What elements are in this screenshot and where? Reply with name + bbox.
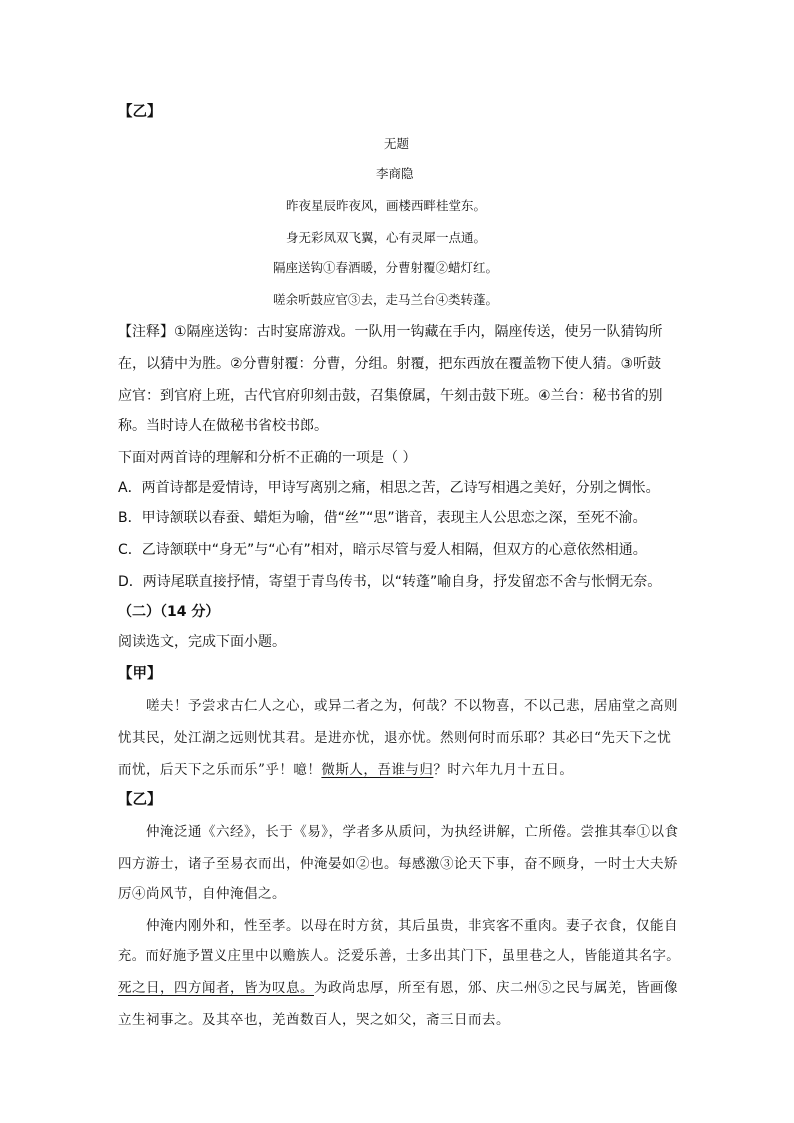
jia-text-segment: 而忧，后天下之乐而乐”乎！噫！	[118, 762, 322, 778]
yi-text-line: 充。而好施予置义庄里中以赡族人。泛爱乐善，士多出其门下，虽里巷之人，皆能道其名字。	[118, 948, 681, 964]
underlined-phrase: 微斯人，吾谁与归	[321, 762, 434, 778]
yi-text-segment: 为政尚忠厚，所至有恩，邠、庆二州⑤之民与属羌，皆画像	[314, 980, 678, 996]
poem-line: 嗟余听鼓应官③去，走马兰台④类转蓬。	[273, 292, 499, 307]
part-yi2-header: 【乙】	[118, 792, 162, 808]
yi-text-line: 仲淹泛通《六经》，长于《易》，学者多从质问，为执经讲解，亡所倦。尝推其奉①以食	[146, 824, 679, 840]
part-yi-header: 【乙】	[118, 104, 162, 120]
jia-text-segment: ？时六年九月十五日。	[433, 762, 574, 778]
reading-instruction: 阅读选文，完成下面小题。	[118, 634, 286, 650]
yi-text-line: 厉④尚风节，自仲淹倡之。	[118, 886, 286, 902]
jia-text-line: 嗟夫！予尝求古仁人之心，或异二者之为，何哉？不以物喜，不以己悲，居庙堂之高则	[146, 698, 678, 714]
option-c: C．乙诗颔联中“身无”与“心有”相对，暗示尽管与爱人相隔，但双方的心意依然相通。	[118, 542, 647, 558]
notes-line: 【注释】①隔座送钩：古时宴席游戏。一队用一钩藏在手内，隔座传送，使另一队猜钩所	[118, 324, 663, 340]
jia-text-line	[118, 760, 573, 780]
poem-line: 昨夜星辰昨夜风，画楼西畔桂堂东。	[286, 198, 487, 213]
notes-line: 称。当时诗人在做秘书省校书郎。	[118, 418, 328, 434]
notes-line: 应官：到官府上班，古代官府卯刻击鼓，召集僚属，午刻击鼓下班。④兰台：秘书省的别	[118, 388, 663, 404]
poem-title: 无题	[384, 136, 410, 151]
option-d: D．两诗尾联直接抒情，寄望于青鸟传书，以“转蓬”喻自身，抒发留恋不舍与怅惘无奈。	[118, 574, 662, 590]
poem-line: 身无彩凤双飞翼，心有灵犀一点通。	[286, 230, 487, 245]
yi-text-line: 仲淹内刚外和，性至孝。以母在时方贫，其后虽贵，非宾客不重肉。妻子衣食，仅能自	[146, 918, 678, 934]
yi-text-line	[118, 978, 678, 998]
section-two-heading: （二）（14 分）	[118, 604, 220, 620]
underlined-phrase: 死之日，四方闻者，皆为叹息。	[118, 980, 314, 996]
yi-text-line: 立生祠事之。及其卒也，羌酋数百人，哭之如父，斋三日而去。	[118, 1012, 510, 1028]
yi-text-line: 四方游士，诸子至易衣而出，仲淹晏如②也。每感激③论天下事，奋不顾身，一时士大夫矫	[118, 856, 678, 872]
option-b: B．甲诗颔联以春蚕、蜡炬为喻，借“丝”“思”谐音，表现主人公思恋之深，至死不渝。	[118, 510, 647, 526]
option-a: A．两首诗都是爱情诗，甲诗写离别之痛，相思之苦，乙诗写相遇之美好，分别之惆怅。	[118, 480, 660, 496]
poem-author: 李商隐	[376, 166, 414, 181]
poem-line: 隔座送钩①春酒暖，分曹射覆②蜡灯红。	[273, 260, 499, 275]
part-jia-header: 【甲】	[118, 666, 162, 682]
question-stem: 下面对两首诗的理解和分析不正确的一项是（ ）	[118, 450, 417, 466]
jia-text-line: 忧其民，处江湖之远则忧其君。是进亦忧，退亦忧。然则何时而乐耶？其必曰“先天下之忧	[118, 730, 672, 746]
notes-line: 在，以猜中为胜。②分曹射覆：分曹，分组。射覆，把东西放在覆盖物下使人猜。③听鼓	[118, 356, 662, 372]
